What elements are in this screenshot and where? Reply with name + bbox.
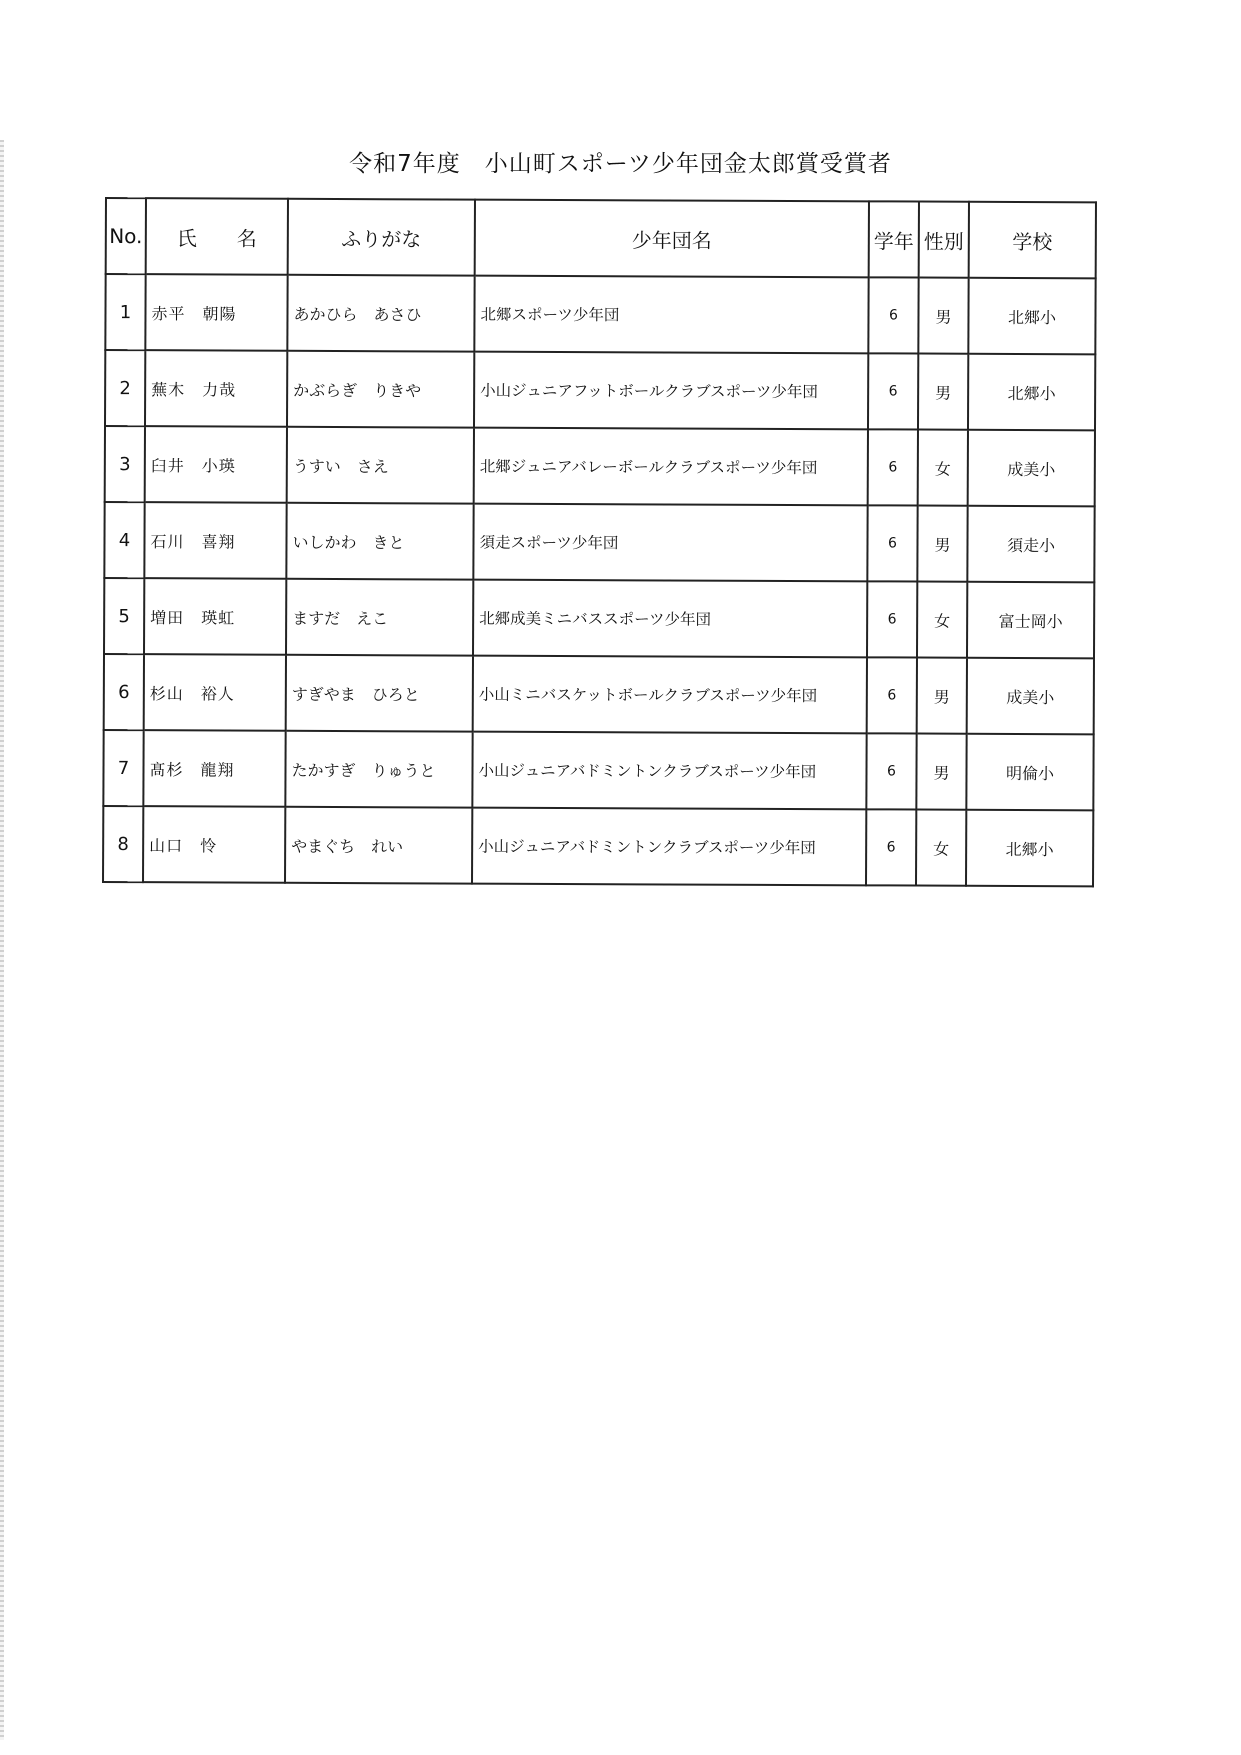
cell-sex: 女 [918,430,968,506]
cell-sex: 男 [917,506,967,582]
cell-sex: 男 [918,354,968,430]
cell-kana: あかひら あさひ [287,275,474,352]
cell-sex: 男 [916,734,966,810]
cell-school: 明倫小 [966,734,1093,811]
table-row [105,274,1095,354]
cell-no: 7 [103,730,143,806]
cell-sex: 女 [917,582,967,658]
header-school: 学校 [969,202,1096,279]
cell-no: 2 [105,350,145,426]
cell-grade: 6 [868,429,918,505]
cell-grade: 6 [867,581,917,657]
table-row [104,578,1094,658]
table-header-row [106,198,1096,278]
cell-no: 5 [104,578,144,654]
table-row [104,654,1094,734]
cell-grade: 6 [867,505,917,581]
cell-name: 赤平 朝陽 [145,274,287,351]
cell-team: 小山ジュニアバドミントンクラブスポーツ少年団 [472,808,866,886]
header-no: No. [106,198,146,274]
header-kana: ふりがな [288,199,475,276]
cell-no: 6 [104,654,144,730]
header-team: 少年団名 [475,200,869,278]
header-sex: 性別 [919,202,969,278]
cell-school: 北郷小 [966,810,1093,887]
cell-kana: ますだ えこ [286,579,473,656]
cell-grade: 6 [867,657,917,733]
document-title: 令和7年度 小山町スポーツ少年団金太郎賞受賞者 [349,151,892,177]
cell-team: 北郷成美ミニバススポーツ少年団 [473,580,867,658]
table-row [104,502,1094,582]
cell-school: 成美小 [967,658,1094,735]
cell-kana: いしかわ きと [286,503,473,580]
cell-grade: 6 [866,733,916,809]
cell-kana: うすい さえ [287,427,474,504]
cell-team: 小山ジュニアバドミントンクラブスポーツ少年団 [472,732,866,810]
cell-school: 成美小 [968,430,1095,507]
awardees-table-container [102,197,1095,887]
cell-no: 4 [104,502,144,578]
cell-name: 杉山 裕人 [144,654,286,731]
cell-name: 増田 瑛虹 [144,578,286,655]
cell-kana: やまぐち れい [285,807,472,884]
cell-sex: 女 [916,810,966,886]
cell-school: 須走小 [967,506,1094,583]
cell-team: 須走スポーツ少年団 [473,504,867,582]
scan-edge-artifact [0,140,4,1740]
cell-team: 北郷スポーツ少年団 [474,276,868,354]
cell-school: 富士岡小 [967,582,1094,659]
awardees-table [102,197,1097,887]
cell-name: 石川 喜翔 [144,502,286,579]
cell-grade: 6 [868,353,918,429]
cell-no: 3 [105,426,145,502]
cell-name: 山口 怜 [143,806,285,883]
cell-team: 小山ミニバスケットボールクラブスポーツ少年団 [473,656,867,734]
cell-sex: 男 [918,278,968,354]
header-grade: 学年 [869,201,919,277]
cell-kana: かぶらぎ りきや [287,351,474,428]
cell-no: 1 [105,274,145,350]
cell-team: 小山ジュニアフットボールクラブスポーツ少年団 [474,352,868,430]
cell-kana: たかすぎ りゅうと [285,731,472,808]
cell-school: 北郷小 [968,278,1095,355]
cell-name: 臼井 小瑛 [145,426,287,503]
header-name: 氏 名 [146,198,288,275]
cell-sex: 男 [917,658,967,734]
table-row [105,426,1095,506]
cell-no: 8 [103,806,143,882]
table-row [103,730,1093,810]
cell-school: 北郷小 [968,354,1095,431]
cell-grade: 6 [868,277,918,353]
table-row [103,806,1093,886]
cell-name: 蕪木 力哉 [145,350,287,427]
cell-kana: すぎやま ひろと [286,655,473,732]
cell-grade: 6 [866,809,916,885]
cell-team: 北郷ジュニアバレーボールクラブスポーツ少年団 [474,428,868,506]
table-row [105,350,1095,430]
cell-name: 髙杉 龍翔 [143,730,285,807]
